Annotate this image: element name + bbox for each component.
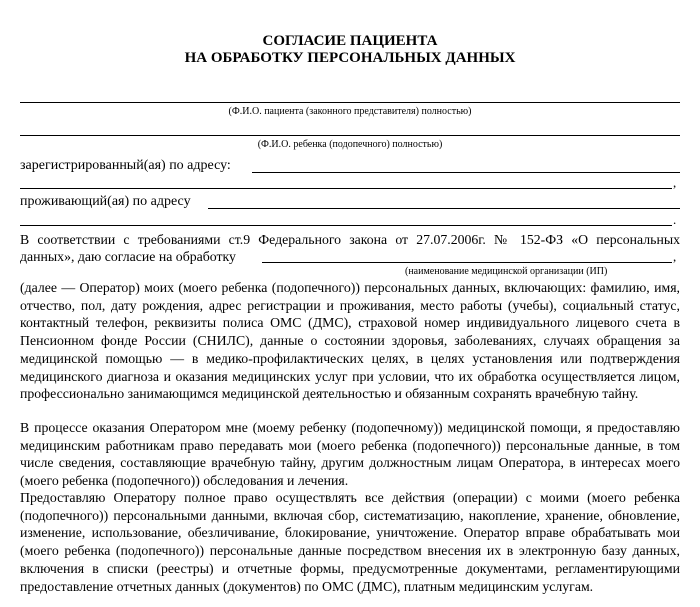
consent-paragraph-2: В процессе оказания Оператором мне (моему ребенку (подопечному)) медицинской помощи, я предоставляю медицинским работникам право передавать мои (моего ребенка (подопечного)) персональные данные, в том числе сведения, составляющие врачебную тайну, другим должностным лицам Оператора, в интересах моего (моего ребенка (подопечного)) обследования и лечения.	[20, 420, 680, 489]
document-title-line1: СОГЛАСИЕ ПАЦИЕНТА	[262, 33, 438, 49]
child-name-caption: (Ф.И.О. ребенка (подопечного) полностью)	[257, 139, 443, 150]
consent-paragraph-3: Предоставляю Оператору полное право осуществлять все действия (операции) с моими (моего ребенка (подопечного)) персональными данными, включая сбор, систематизацию, накопление, хранение, обновление, изменение, использование, обезличивание, блокирование, уничтожение. Оператор вправе обрабатывать мои (моего ребенка (подопечного)) персональные данные посредством внесения их в электронную базу данных, включения в списки (реестры) и отчетные формы, предусмотренные документами, регламентирующими предоставление отчетных данных (документов) по ОМС (ДМС), платным медицинским услугам.	[20, 490, 680, 594]
registered-address-label: зарегистрированный(ая) по адресу:	[20, 158, 231, 173]
organization-comma: ,	[673, 249, 677, 264]
registered-address-comma: ,	[673, 175, 677, 190]
living-address-line[interactable]	[208, 208, 680, 209]
document-title-line2: НА ОБРАБОТКУ ПЕРСОНАЛЬНЫХ ДАННЫХ	[184, 50, 516, 66]
living-address-label: проживающий(ая) по адресу	[20, 194, 191, 209]
child-name-line[interactable]	[20, 135, 680, 136]
living-address-period: .	[673, 212, 677, 227]
consent-paragraph-1: (далее — Оператор) моих (моего ребенка (подопечного)) персональных данных, включающих: фамилию, имя, отчество, пол, дату рождения, адрес регистрации и проживания, место работы (учебы), социальный статус, контактный телефон, реквизиты полиса ОМС (ДМС), страховой номер индивидуального лицевого счета в Пенсионном фонде России (СНИЛС), данные о состоянии здоровья, заболеваниях, случаях обращения за медицинской помощью — в медико-профилактических целях, в целях установления или подтверждения медицинского диагноза и оказания медицинских услуг при условии, что их обработка осуществляется лицом, профессионально занимающимся медицинской деятельностью и обязанным сохранять врачебную тайну.	[20, 280, 680, 402]
registered-address-line[interactable]	[252, 172, 680, 173]
organization-caption: (наименование медицинской организации (ИП)	[405, 266, 608, 277]
consent-intro-line2: данных», даю согласие на обработку	[20, 249, 236, 264]
registered-address-line-2[interactable]	[20, 188, 672, 189]
living-address-line-2[interactable]	[20, 225, 672, 226]
consent-intro-line1: В соответствии с требованиями ст.9 Федерального закона от 27.07.2006г. № 152-ФЗ «О персональных	[20, 232, 680, 247]
patient-name-line[interactable]	[20, 102, 680, 103]
patient-name-caption: (Ф.И.О. пациента (законного представителя) полностью)	[228, 106, 472, 117]
organization-name-line[interactable]	[262, 262, 672, 263]
